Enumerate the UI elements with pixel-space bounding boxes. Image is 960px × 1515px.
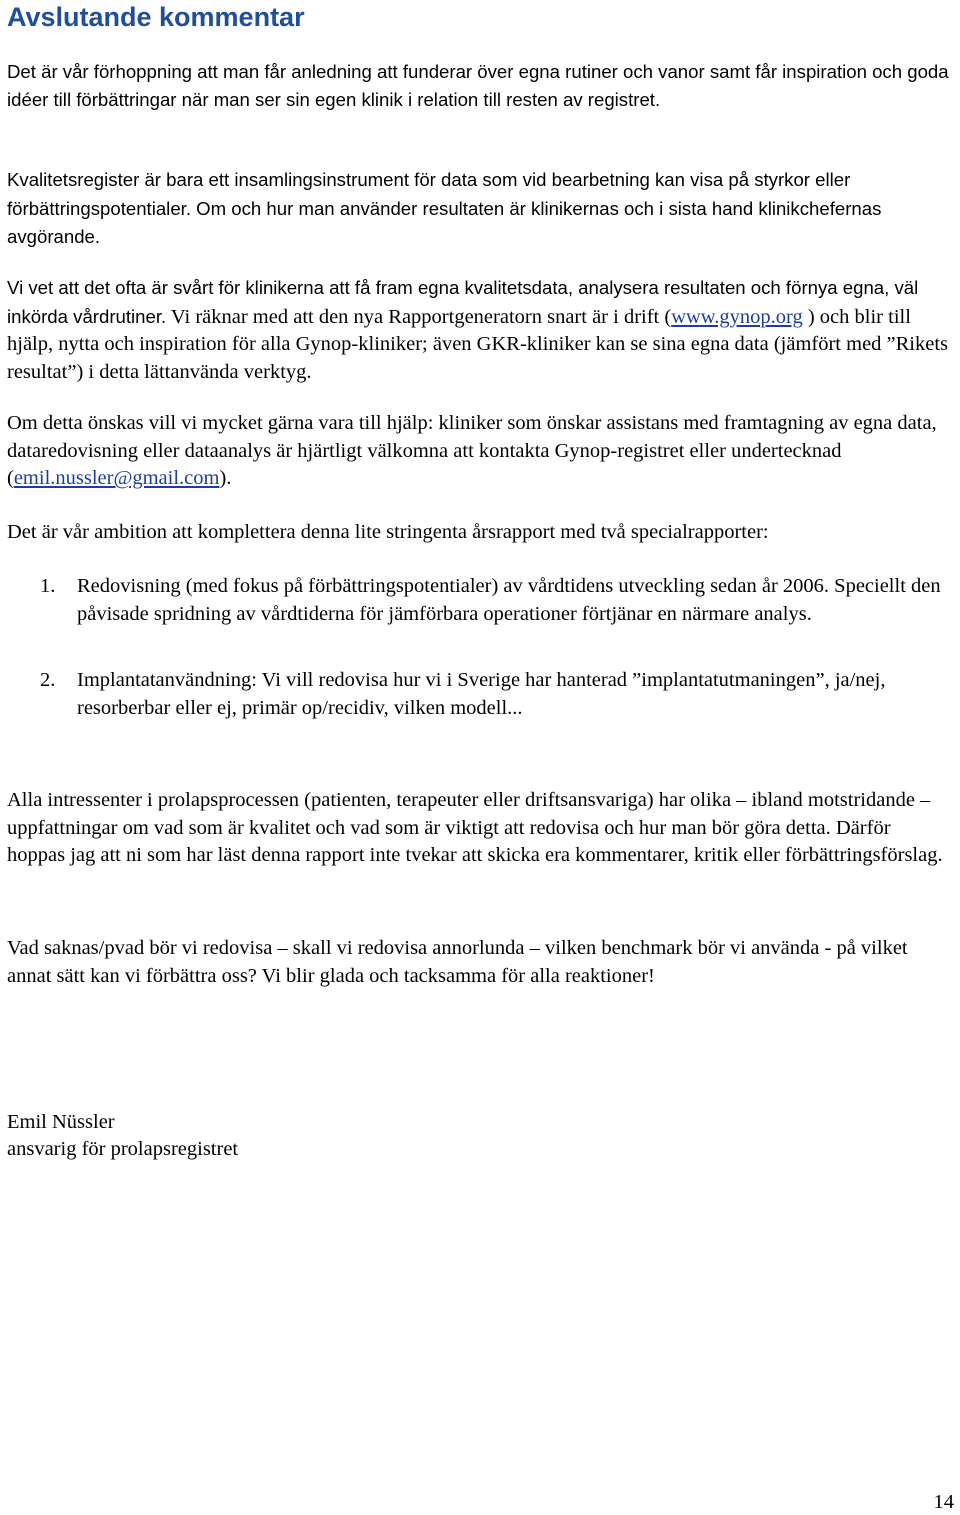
paragraph-assistance-part1: Om detta önskas vill vi mycket gärna vara till hjälp: kliniker som önskar assistans med framtagning av egna data, dataredovisning eller dataanalys är hjärtligt välkomna att kontakta Gynop-registret eller undertecknad (: [7, 412, 937, 489]
list-item-number: 1.: [40, 575, 56, 597]
list-item: [40, 573, 952, 628]
paragraph-report-generator-part1: Vi vet att det ofta är svårt för klinikerna att få fram egna kvalitetsdata, analysera resultaten och förnya egna, väl inkörda vårdrutiner.: [7, 277, 919, 327]
paragraph-assistance: [7, 410, 952, 493]
gynop-link[interactable]: www.gynop.org: [671, 305, 803, 328]
list-item-number: 2.: [40, 669, 56, 691]
paragraph-report-generator-part3: ) och blir till hjälp, nytta och inspiration för alla Gynop-kliniker; även GKR-kliniker kan se sina egna data (jämfört med ”Rikets resultat”) i detta lättanvända verktyg.: [7, 305, 949, 383]
signature-name: Emil Nüssler: [7, 1111, 115, 1133]
paragraph-report-generator: [7, 274, 952, 386]
paragraph-quality-register-part2: Om och hur man använder resultaten är klinikernas och i sista hand klinikchefernas avgörande.: [7, 197, 882, 247]
paragraph-stakeholders: Alla intressenter i prolapsprocessen (patienten, terapeuter eller driftsansvariga) har olika – ibland motstridande – uppfattningar om vad som är kvalitet och vad som är viktigt att redovisa och hur man bör göra detta. Därför hoppas jag att ni som har läst denna rapport inte tvekar att skicka era kommentarer, kritik eller förbättringsförslag.: [7, 789, 943, 866]
paragraph-quality-register: [7, 166, 952, 252]
signature-role: ansvarig för prolapsregistret: [7, 1138, 239, 1160]
paragraph-intro: Det är vår förhoppning att man får anledning att funderar över egna rutiner och vanor samt får inspiration och goda idéer till förbättringar när man ser sin egen klinik i relation till resten av registret.: [7, 61, 949, 110]
email-link[interactable]: emil.nussler@gmail.com: [13, 467, 220, 489]
page-number: 14: [933, 1491, 954, 1513]
paragraph-assistance-part2: ).: [219, 467, 232, 489]
list-item-text: Redovisning (med fokus på förbättringspotentialer) av vårdtidens utveckling sedan år 2006. Speciellt den påvisade spridning av vårdtiderna för jämförbara operationer förtjänar en närmare analys.: [77, 575, 941, 625]
list-item: [40, 667, 952, 722]
paragraph-quality-register-part1: Kvalitetsregister är bara ett insamlingsinstrument för data som vid bearbetning kan visa på styrkor eller förbättringspotentialer.: [7, 169, 851, 219]
paragraph-ambition: Det är vår ambition att komplettera denna lite stringenta årsrapport med två specialrapporter:: [7, 521, 769, 543]
paragraph-feedback: Vad saknas/pvad bör vi redovisa – skall vi redovisa annorlunda – vilken benchmark bör vi använda - på vilket annat sätt kan vi förbättra oss? Vi blir glada och tacksamma för alla reaktioner!: [7, 937, 908, 987]
list-item-text: Implantatanvändning: Vi vill redovisa hur vi i Sverige har hanterad ”implantatutmaningen”, ja/nej, resorberbar eller ej, primär op/recidiv, vilken modell...: [77, 669, 886, 719]
page-title: Avslutande kommentar: [7, 2, 305, 32]
paragraph-report-generator-part2: Vi räknar med att den nya Rapportgeneratorn snart är i drift (: [166, 305, 672, 328]
